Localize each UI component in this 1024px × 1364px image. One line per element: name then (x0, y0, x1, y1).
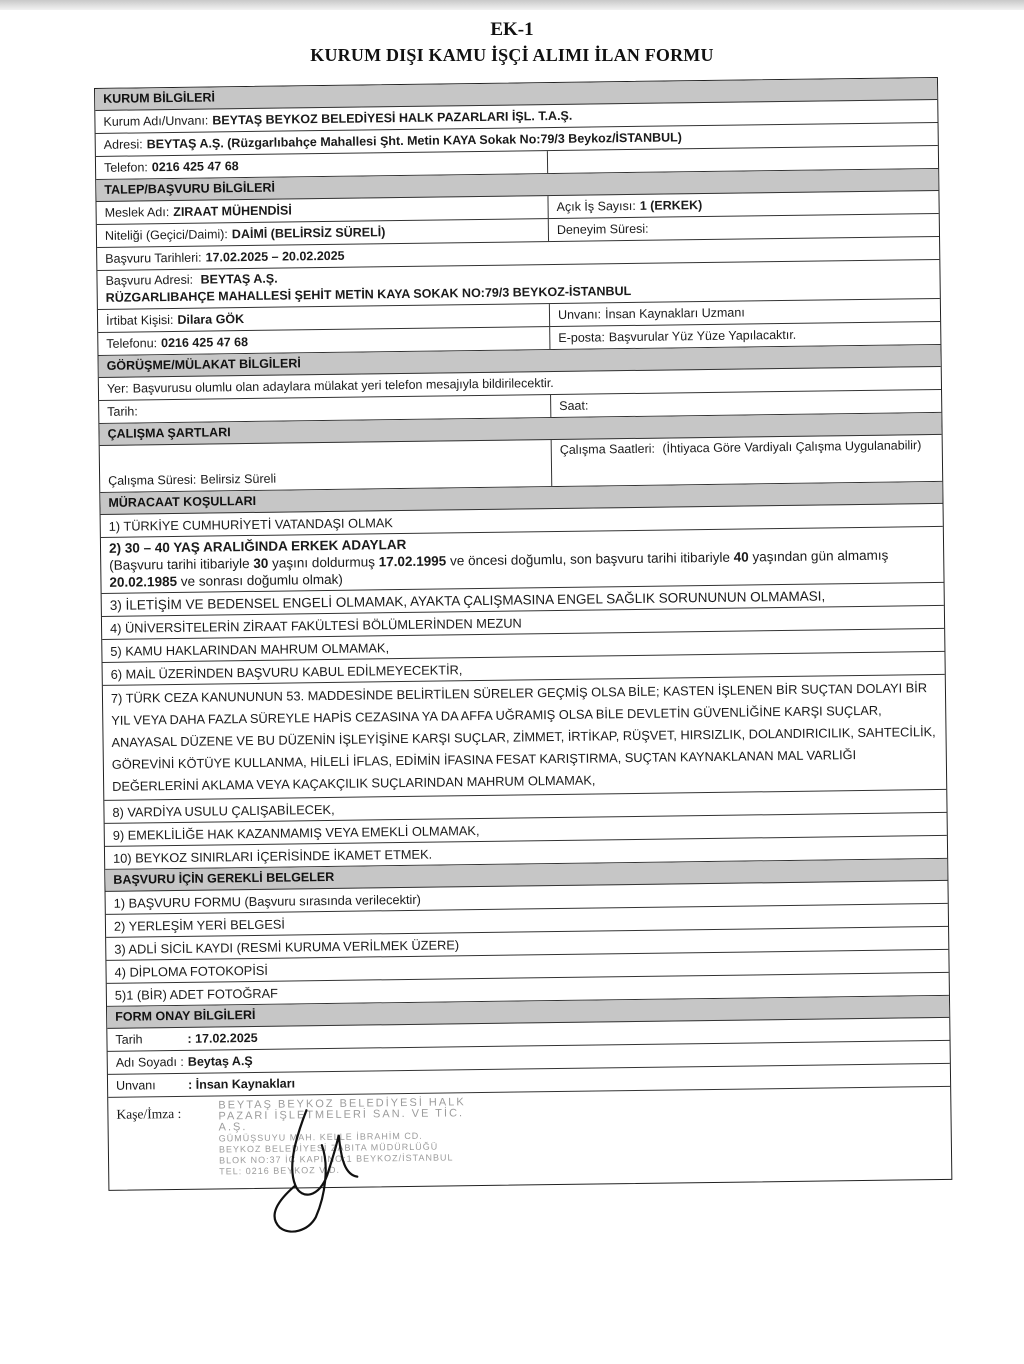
condition-item: 2) 30 – 40 YAŞ ARALIĞINDA ERKEK ADAYLAR (Başvuru tarihi itibariyle 30 yaşını doldurmuş 17.02.1995 ve öncesi doğumlu, son başvuru tarihi itibariyle 40 yaşından gün almamış 20.02.1985 ve sonrası doğumlu olmak) (101, 527, 944, 594)
value: 1 (ERKEK) (639, 197, 703, 213)
label: Telefonu: (106, 335, 158, 351)
value: Beytaş A.Ş (187, 1053, 253, 1069)
value: ZIRAAT MÜHENDİSİ (173, 202, 292, 219)
value-line2: RÜZGARLIBAHÇE MAHALLESİ ŞEHİT METİN KAYA SOKAK NO:79/3 BEYKOZ-İSTANBUL (105, 283, 632, 305)
label: Niteliği (Geçici/Daimi): (104, 226, 228, 243)
label: Çalışma Süresi: (108, 472, 197, 488)
label: Adresi: (103, 136, 143, 152)
document-item: 5)1 (BİR) ADET FOTOĞRAF (107, 973, 949, 1007)
row-kase-imza (108, 1087, 951, 1190)
label: E-posta: (558, 329, 605, 345)
document-item: 2) YERLEŞİM YERİ BELGESİ (106, 904, 948, 938)
section-title: BAŞVURU İÇİN GEREKLİ BELGELER (113, 869, 335, 887)
annex-label: EK-1 (490, 19, 534, 40)
label: Meslek Adı: (104, 204, 170, 220)
label: Açık İş Sayısı: (556, 198, 636, 214)
condition-item: 6) MAİL ÜZERİNDEN BAŞVURU KABUL EDİLMEYECEKTİR, (103, 652, 945, 686)
value: : İnsan Kaynakları (187, 1075, 296, 1092)
scan-edge (0, 0, 1024, 10)
value: BEYTAŞ BEYKOZ BELEDİYESİ HALK PAZARLARI İŞL. T.A.Ş. (212, 108, 573, 127)
document-item: 4) DİPLOMA FOTOKOPİSİ (106, 950, 948, 984)
value: : 17.02.2025 (187, 1030, 258, 1046)
company-stamp: BEYTAŞ BEYKOZ BELEDİYESİ HALK PAZARI İŞLETMELERİ SAN. VE TİC. A.Ş. GÜMÜŞSUYU MAH. KELLE İBRAHİM CD. BEYKOZ BELEDİYESİ ZABITA MÜDÜRLÜĞÜ BLOK NO:37 İÇ KAPI NO:1 BEYKOZ/İSTANBUL TEL: 0216 BEYKOZ V.D. (218, 1096, 466, 1177)
section-title: KURUM BİLGİLERİ (103, 90, 216, 106)
section-title: FORM ONAY BİLGİLERİ (115, 1007, 256, 1024)
condition-item: 1) TÜRKİYE CUMHURİYETİ VATANDAŞI OLMAK (101, 504, 943, 538)
value: BEYTAŞ A.Ş. (200, 271, 278, 287)
value: Dilara GÖK (177, 311, 245, 327)
label: İrtibat Kişisi: (105, 312, 174, 328)
label: Tarih (115, 1031, 143, 1047)
section-title: MÜRACAAT KOŞULLARI (108, 493, 257, 510)
label: Çalışma Saatleri: (559, 441, 656, 457)
value: (İhtiyaca Göre Vardiyalı Çalışma Uygulanabilir) (662, 438, 922, 456)
condition-item: 4) ÜNİVERSİTELERİN ZİRAAT FAKÜLTESİ BÖLÜMLERİNDEN MEZUN (102, 606, 944, 640)
condition-item: 3) İLETİŞİM VE BEDENSEL ENGELİ OLMAMAK, AYAKTA ÇALIŞMASINA ENGEL SAĞLIK SORUNUNUN OLMAMASI, (102, 583, 944, 617)
section-title: ÇALIŞMA ŞARTLARI (107, 425, 231, 441)
label: Adı Soyadı : (115, 1054, 184, 1070)
label: Unvanı: (557, 306, 602, 322)
value: DAİMİ (BELİRSİZ SÜRELİ) (231, 224, 386, 241)
value: İnsan Kaynakları Uzmanı (605, 305, 745, 321)
condition-item: 9) EMEKLİLİĞE HAK KAZANMAMIŞ VEYA EMEKLİ OLMAMAK, (105, 813, 947, 847)
document-item: 1) BAŞVURU FORMU (Başvuru sırasında verilecektir) (106, 881, 948, 915)
announcement-form (94, 77, 952, 1191)
label: Başvuru Adresi: (105, 272, 194, 288)
label: Kurum Adı/Unvanı: (103, 113, 209, 129)
label: Kaşe/İmza : (116, 1105, 182, 1122)
value: 0216 425 47 68 (151, 158, 239, 174)
label: Telefon: (103, 159, 148, 175)
label: Başvuru Tarihleri: (105, 250, 202, 266)
label: Tarih: (107, 403, 138, 419)
condition-item: 8) VARDİYA USULU ÇALIŞABİLECEK, (104, 790, 946, 824)
section-title: TALEP/BAŞVURU BİLGİLERİ (104, 180, 276, 197)
value: 17.02.2025 – 20.02.2025 (205, 248, 345, 265)
label: Unvanı (115, 1077, 156, 1093)
value: Belirsiz Süreli (200, 471, 277, 487)
document-item: 3) ADLİ SİCİL KAYDI (RESMİ KURUMA VERİLMEK ÜZERE) (106, 927, 948, 961)
condition-item: 10) BEYKOZ SINIRLARI İÇERİSİNDE İKAMET ETMEK. (105, 836, 947, 870)
condition-title: 2) 30 – 40 YAŞ ARALIĞINDA ERKEK ADAYLAR (108, 536, 407, 556)
form-title: KURUM DIŞI KAMU İŞÇİ ALIMI İLAN FORMU (310, 45, 714, 65)
value: Başvurular Yüz Yüze Yapılacaktır. (608, 327, 797, 344)
condition-item: 7) TÜRK CEZA KANUNUNUN 53. MADDESİNDE BELİRTİLEN SÜRELER GEÇMİŞ OLSA BİLE; KASTEN İŞLENEN BİR SUÇTAN DOLAYI BİR YIL VEYA DAHA FAZLA SÜREYLE HAPİS CEZASINA YA DA AFFA UĞRAMIŞ OLSA BİLE DEVLETİN GÜVENLİĞİNE KARŞI SUÇLAR, ANAYASAL DÜZENE VE BU DÜZENİN İŞLEYİŞİNE KARŞI SUÇLAR, ZİMMET, İRTİKAP, RÜŞVET, HIRSIZLIK, DOLANDIRICILIK, SAHTECİLİK, GÖREVİNİ KÖTÜYE KULLANMA, HİLELİ İFLAS, EDİMİN İFASINA FESAT KARIŞTIRMA, SUÇTAN KAYNAKLANAN MAL VARLIĞI DEĞERLERİNİ AKLAMA VEYA KAÇAKÇILIK SUÇLARINDAN MAHRUM OLMAMAK, (103, 675, 946, 801)
label: Yer: (106, 381, 129, 396)
label: Deneyim Süresi: (556, 221, 649, 237)
section-title: GÖRÜŞME/MÜLAKAT BİLGİLERİ (106, 356, 301, 373)
document-header (0, 18, 1024, 68)
signature-mark (266, 1104, 378, 1235)
label: Saat: (559, 398, 589, 413)
value: BEYTAŞ A.Ş. (Rüzgarlıbahçe Mahallesi Şht. Metin KAYA Sokak No:79/3 Beykoz/İSTANBUL) (146, 129, 682, 151)
condition-item: 5) KAMU HAKLARINDAN MAHRUM OLMAMAK, (102, 629, 944, 663)
value: Başvurusu olumlu olan adaylara mülakat yeri telefon mesajıyla bildirilecektir. (132, 375, 554, 396)
value: 0216 425 47 68 (160, 334, 249, 350)
